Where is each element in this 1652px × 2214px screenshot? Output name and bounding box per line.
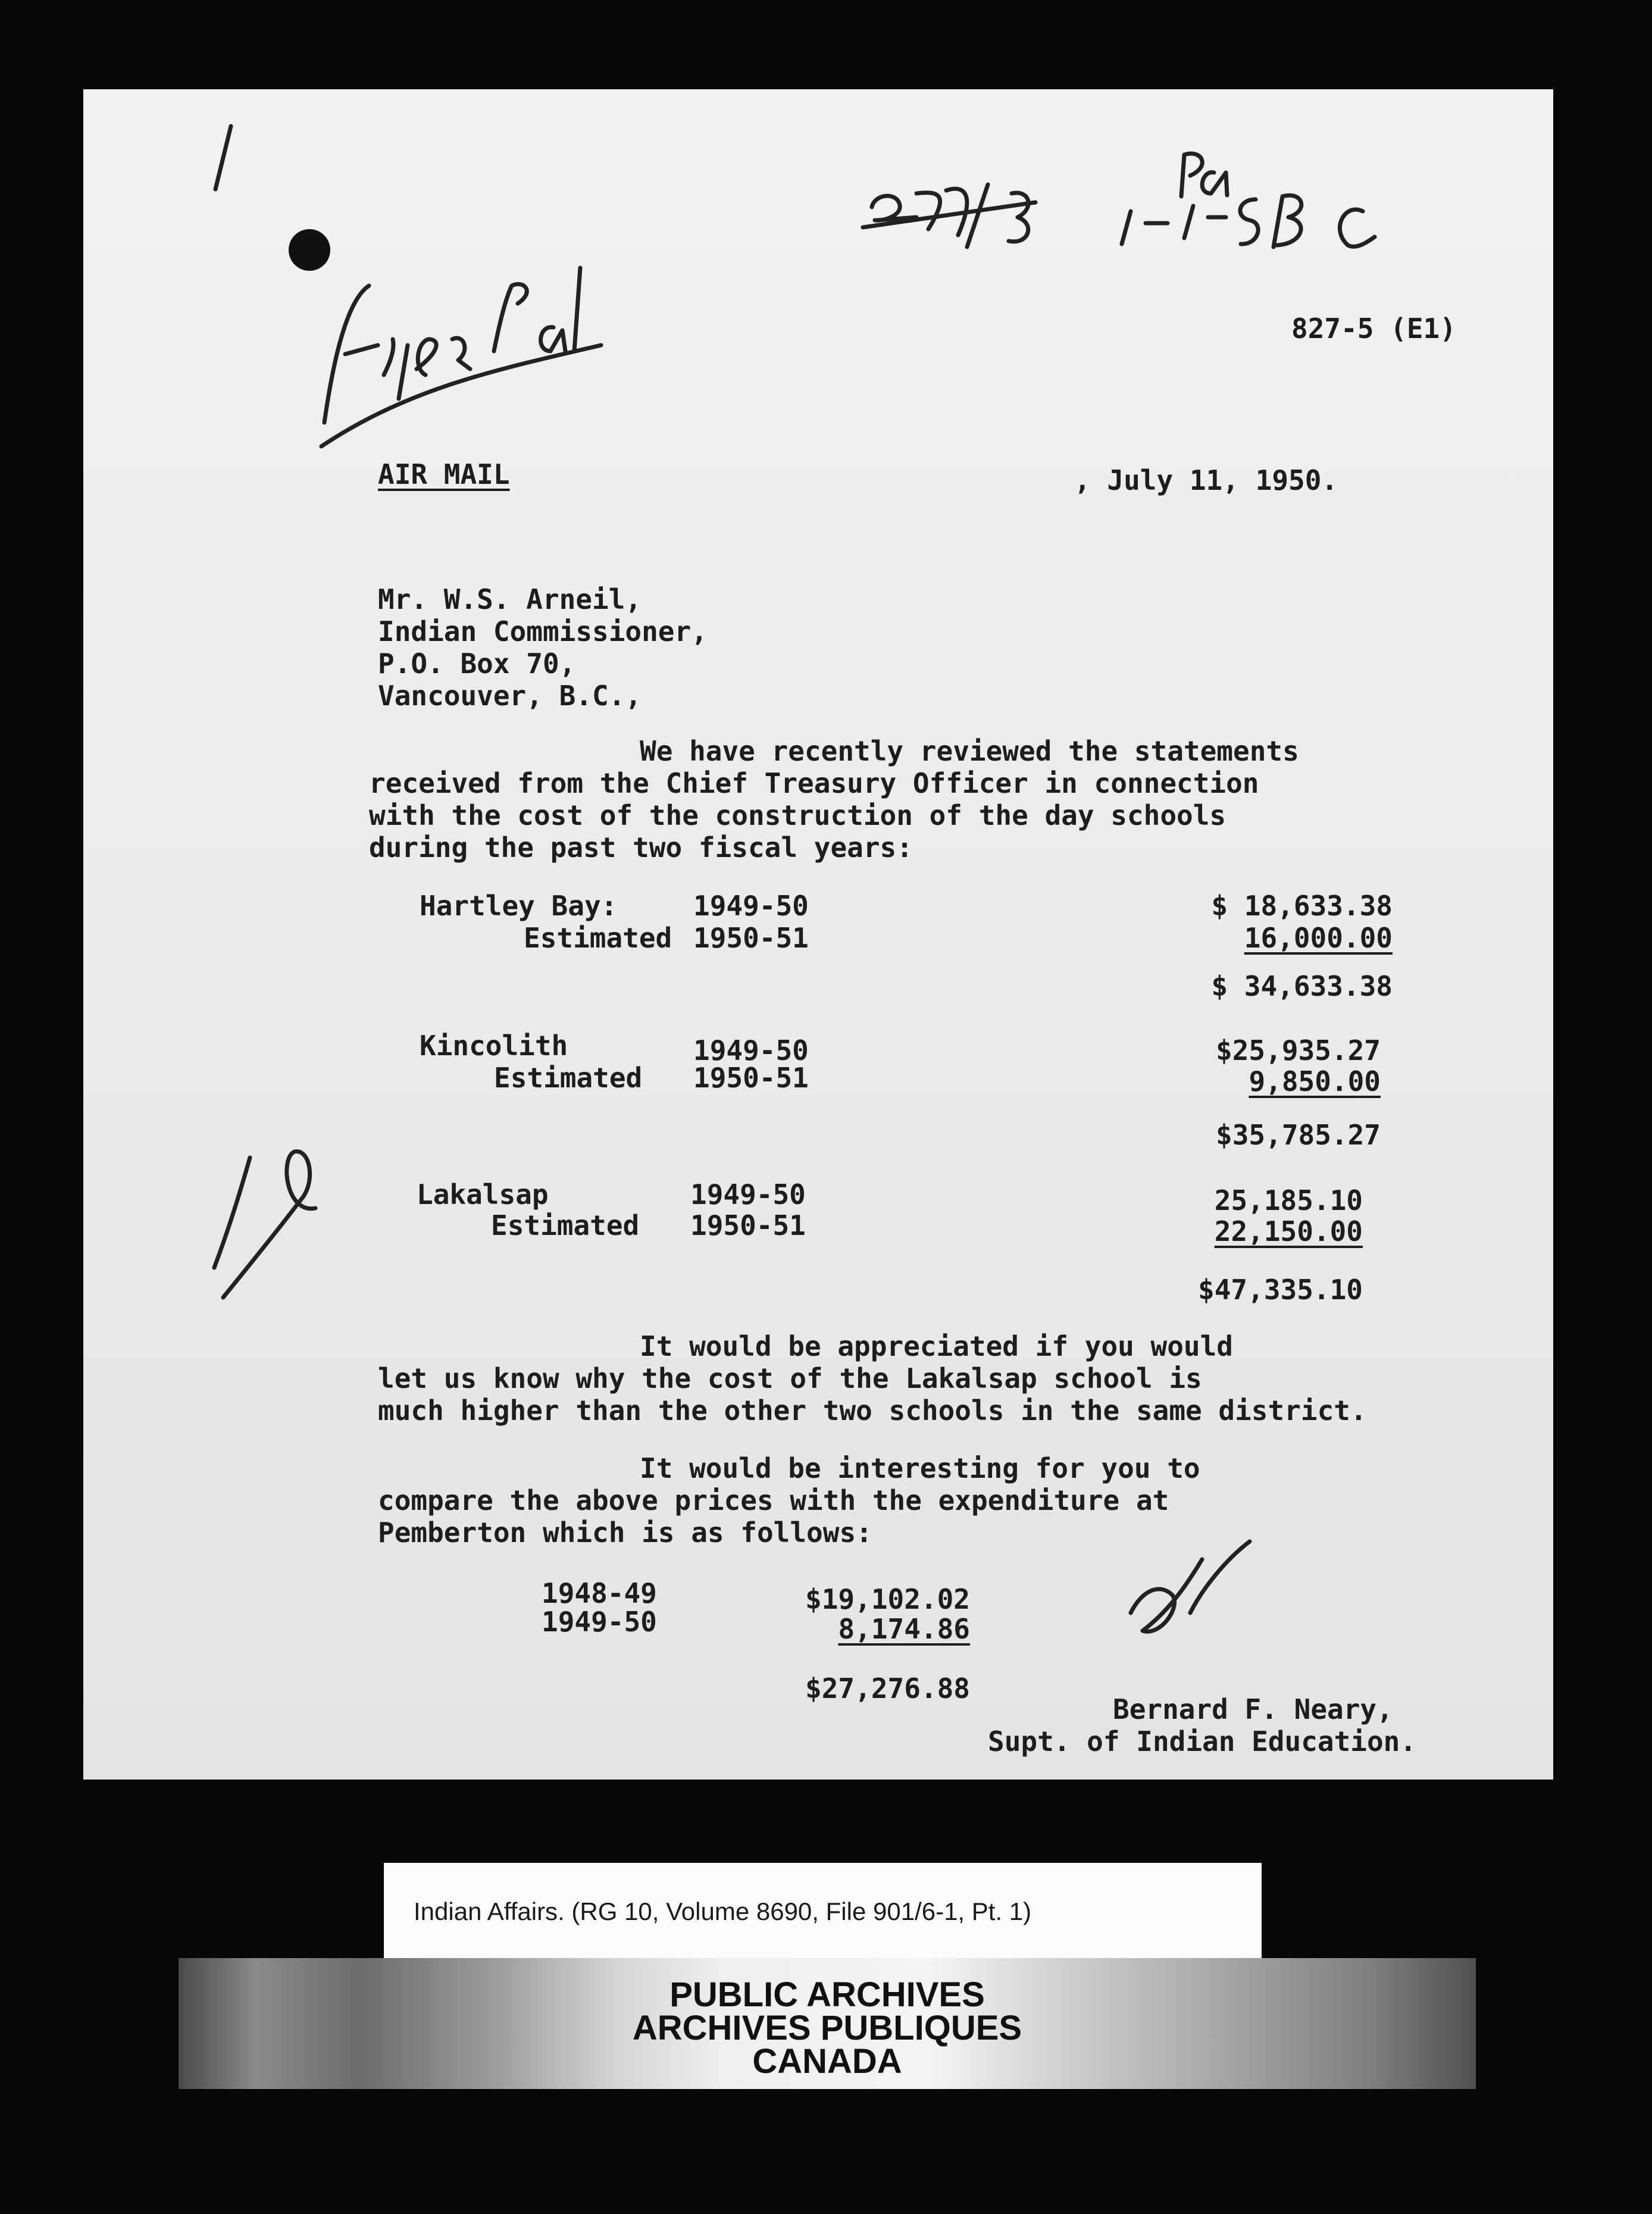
estimated-label: Estimated bbox=[494, 1062, 643, 1094]
handwritten-code bbox=[1122, 195, 1375, 247]
amount: $25,935.27 bbox=[1216, 1034, 1381, 1067]
amount: $19,102.02 bbox=[805, 1583, 970, 1615]
amount: 22,150.00 bbox=[1214, 1215, 1363, 1247]
stamp-line: PUBLIC ARCHIVES bbox=[669, 1975, 985, 2014]
school-year: 1949-50 bbox=[693, 890, 809, 922]
paragraph-line: It would be interesting for you to bbox=[640, 1452, 1200, 1484]
handwritten-file-ref-top bbox=[863, 185, 1035, 247]
school-year: 1949-50 bbox=[690, 1178, 806, 1211]
paragraph-line: It would be appreciated if you would bbox=[640, 1330, 1233, 1362]
amount: 16,000.00 bbox=[1244, 922, 1393, 954]
archive-citation-text: Indian Affairs. (RG 10, Volume 8690, File 901/6-1, Pt. 1) bbox=[414, 1897, 1032, 1925]
estimated-label: Estimated bbox=[491, 1209, 640, 1242]
pemberton-year: 1949-50 bbox=[542, 1606, 657, 1638]
amount-total: $35,785.27 bbox=[1216, 1119, 1381, 1151]
amount-total: $27,276.88 bbox=[805, 1672, 970, 1705]
handwritten-file-and-pa bbox=[321, 268, 601, 446]
signature-initials bbox=[1131, 1541, 1250, 1631]
school-year: 1950-51 bbox=[693, 922, 809, 954]
amount: 8,174.86 bbox=[838, 1613, 970, 1645]
paragraph-line: much higher than the other two schools in the same district. bbox=[378, 1394, 1367, 1427]
paragraph-line: during the past two fiscal years: bbox=[369, 831, 913, 864]
amount: 25,185.10 bbox=[1214, 1184, 1363, 1217]
amount-total: $47,335.10 bbox=[1198, 1274, 1363, 1306]
paragraph-line: compare the above prices with the expenditure at bbox=[378, 1484, 1169, 1516]
addressee-line: Mr. W.S. Arneil, bbox=[378, 583, 642, 615]
amount: $ 18,633.38 bbox=[1211, 890, 1393, 922]
stamp-line: CANADA bbox=[752, 2042, 902, 2081]
school-name: Lakalsap bbox=[417, 1178, 549, 1211]
file-reference: 827-5 (E1) bbox=[1291, 312, 1456, 345]
addressee-line: Indian Commissioner, bbox=[378, 615, 708, 648]
addressee-line: Vancouver, B.C., bbox=[378, 680, 642, 712]
handwritten-initials-margin bbox=[214, 1152, 315, 1297]
signature-title: Supt. of Indian Education. bbox=[988, 1725, 1417, 1758]
paragraph-line: Pemberton which is as follows: bbox=[378, 1516, 872, 1549]
school-year: 1950-51 bbox=[693, 1062, 809, 1094]
amount: 9,850.00 bbox=[1249, 1065, 1381, 1097]
paragraph-line: We have recently reviewed the statements bbox=[640, 735, 1299, 767]
paragraph-line: received from the Chief Treasury Officer in connection bbox=[369, 767, 1259, 799]
amount-total: $ 34,633.38 bbox=[1211, 970, 1393, 1002]
punch-hole bbox=[289, 229, 330, 271]
school-year: 1949-50 bbox=[693, 1034, 809, 1067]
air-mail-label: AIR MAIL bbox=[378, 458, 510, 490]
archive-stamp bbox=[179, 1958, 1476, 2089]
school-year: 1950-51 bbox=[690, 1209, 806, 1242]
pemberton-year: 1948-49 bbox=[542, 1577, 657, 1609]
paragraph-line: let us know why the cost of the Lakalsap school is bbox=[378, 1362, 1202, 1394]
paragraph-line: with the cost of the construction of the day schools bbox=[369, 799, 1227, 831]
estimated-label: Estimated bbox=[524, 922, 672, 954]
letter-date: , July 11, 1950. bbox=[1074, 464, 1338, 496]
pen-tick-mark bbox=[215, 126, 231, 189]
letter-page bbox=[83, 89, 1553, 1780]
addressee-line: P.O. Box 70, bbox=[378, 648, 576, 680]
school-name: Hartley Bay: bbox=[420, 890, 618, 922]
handwritten-initials-pa bbox=[1181, 154, 1227, 196]
archive-citation-label bbox=[384, 1863, 1262, 1959]
stamp-line: ARCHIVES PUBLIQUES bbox=[632, 2009, 1022, 2047]
school-name: Kincolith bbox=[420, 1030, 568, 1062]
signature-name: Bernard F. Neary, bbox=[1113, 1693, 1393, 1725]
